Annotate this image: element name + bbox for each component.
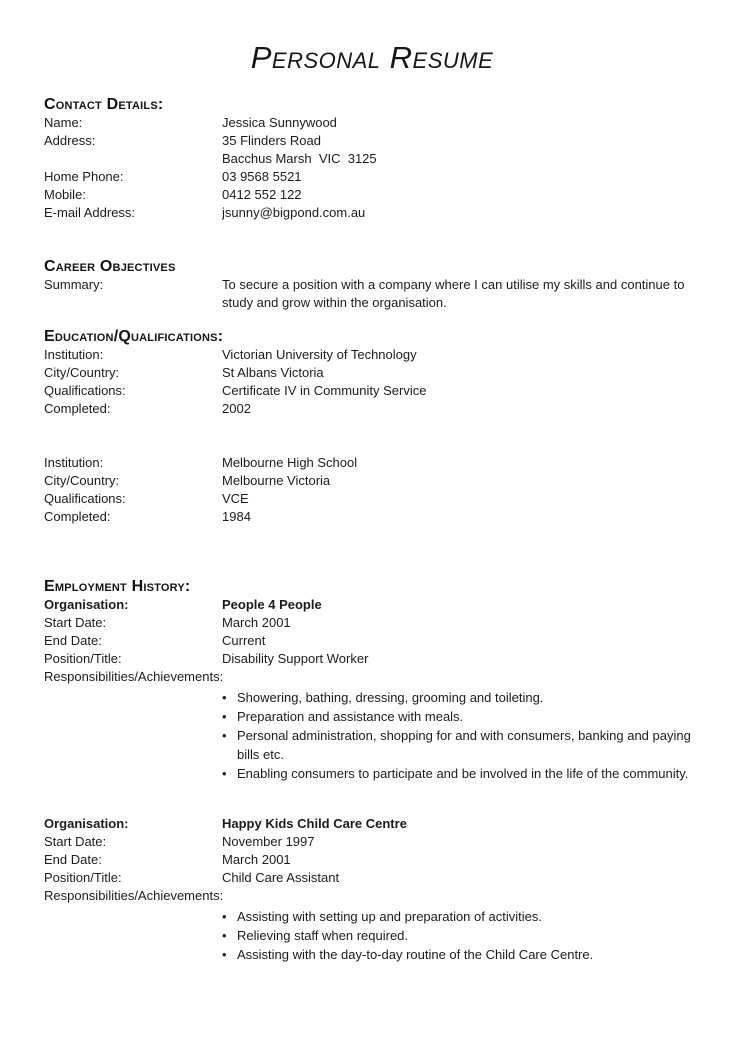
field-value: Current — [222, 633, 266, 648]
contact-row-address — [44, 132, 700, 150]
field-value: 2002 — [222, 401, 251, 416]
employment-row-responsibilities — [44, 887, 700, 905]
employment-row-organisation — [44, 596, 700, 614]
field-value: March 2001 — [222, 852, 291, 867]
field-value: Disability Support Worker — [222, 651, 369, 666]
list-item-text: Assisting with the day-to-day routine of the Child Care Centre. — [237, 947, 594, 962]
responsibilities-list — [222, 907, 700, 964]
organisation-name: Happy Kids Child Care Centre — [222, 816, 407, 831]
list-item — [222, 764, 700, 783]
employment-row-end-date — [44, 851, 700, 869]
employment-row-end-date — [44, 632, 700, 650]
field-value: jsunny@bigpond.com.au — [222, 205, 366, 220]
education-entry — [44, 454, 700, 526]
field-label: Organisation: — [44, 597, 129, 612]
contact-details-section — [44, 114, 700, 222]
field-label: Address: — [44, 133, 96, 148]
field-value: Certificate IV in Community Service — [222, 383, 427, 398]
education-row-qualifications — [44, 382, 700, 400]
field-value: November 1997 — [222, 834, 315, 849]
education-row-completed — [44, 508, 700, 526]
field-label — [44, 150, 222, 168]
field-label: Completed: — [44, 401, 111, 416]
list-item — [222, 926, 700, 945]
field-label: Name: — [44, 115, 83, 130]
field-label: Home Phone: — [44, 169, 124, 184]
field-label: End Date: — [44, 633, 102, 648]
list-item — [222, 907, 700, 926]
field-value: Melbourne High School — [222, 455, 358, 470]
field-label: Start Date: — [44, 834, 107, 849]
organisation-name: People 4 People — [222, 597, 322, 612]
field-value: 0412 552 122 — [222, 187, 302, 202]
list-item-text: Enabling consumers to participate and be involved in the life of the community. — [237, 766, 689, 781]
contact-row-mobile — [44, 186, 700, 204]
contact-row-address-line2 — [44, 150, 700, 168]
education-row-completed — [44, 400, 700, 418]
field-label: City/Country: — [44, 365, 120, 380]
contact-row-home-phone — [44, 168, 700, 186]
field-value: Victorian University of Technology — [222, 347, 417, 362]
employment-history-heading: Employment History: — [44, 578, 191, 595]
field-value: 35 Flinders Road — [222, 133, 321, 148]
bullet-icon — [222, 726, 237, 764]
field-label: E-mail Address: — [44, 205, 136, 220]
career-summary-row — [44, 276, 700, 312]
field-value: Melbourne Victoria — [222, 473, 331, 488]
list-item-text: Preparation and assistance with meals. — [237, 709, 464, 724]
contact-row-email — [44, 204, 700, 222]
list-item-text: Personal administration, shopping for and with consumers, banking and paying bills etc. — [237, 728, 691, 762]
education-row-institution — [44, 346, 700, 364]
education-entry — [44, 346, 700, 418]
employment-row-responsibilities — [44, 668, 700, 686]
employment-row-start-date — [44, 614, 700, 632]
field-value: March 2001 — [222, 615, 291, 630]
field-label: City/Country: — [44, 473, 120, 488]
field-value: Jessica Sunnywood — [222, 115, 337, 130]
field-label: Completed: — [44, 509, 111, 524]
list-item — [222, 726, 700, 764]
field-label: Qualifications: — [44, 383, 126, 398]
list-item-text: Relieving staff when required. — [237, 928, 409, 943]
employment-row-organisation — [44, 815, 700, 833]
field-value: 1984 — [222, 509, 251, 524]
field-value: 03 9568 5521 — [222, 169, 302, 184]
page-title: Personal Resume — [250, 40, 494, 75]
education-heading: Education/Qualifications: — [44, 328, 224, 345]
bullet-icon — [222, 688, 237, 707]
bullet-icon — [222, 907, 237, 926]
field-value: VCE — [222, 491, 249, 506]
list-item-text: Assisting with setting up and preparation of activities. — [237, 909, 542, 924]
field-value: Child Care Assistant — [222, 870, 340, 885]
field-label: Qualifications: — [44, 491, 126, 506]
field-label: Organisation: — [44, 816, 129, 831]
field-label: Institution: — [44, 455, 104, 470]
bullet-icon — [222, 707, 237, 726]
list-item — [222, 945, 700, 964]
list-item-text: Showering, bathing, dressing, grooming and toileting. — [237, 690, 544, 705]
career-summary-text: To secure a position with a company where I can utilise my skills and continue to study and grow within the organisation. — [222, 277, 689, 310]
field-label: Responsibilities/Achievements: — [44, 669, 224, 684]
field-value: Bacchus Marsh VIC 3125 — [222, 151, 377, 166]
contact-row-name — [44, 114, 700, 132]
education-row-institution — [44, 454, 700, 472]
field-label: Responsibilities/Achievements: — [44, 888, 224, 903]
field-label: Institution: — [44, 347, 104, 362]
list-item — [222, 707, 700, 726]
contact-details-heading: Contact Details: — [44, 96, 164, 113]
responsibilities-list — [222, 688, 700, 783]
education-row-city — [44, 364, 700, 382]
field-value: St Albans Victoria — [222, 365, 324, 380]
field-label: Mobile: — [44, 187, 86, 202]
employment-entry — [44, 815, 700, 964]
education-row-city — [44, 472, 700, 490]
employment-entry — [44, 596, 700, 783]
employment-row-start-date — [44, 833, 700, 851]
field-label: Position/Title: — [44, 651, 122, 666]
education-row-qualifications — [44, 490, 700, 508]
employment-row-position — [44, 869, 700, 887]
bullet-icon — [222, 926, 237, 945]
bullet-icon — [222, 764, 237, 783]
field-label: Start Date: — [44, 615, 107, 630]
bullet-icon — [222, 945, 237, 964]
field-label: End Date: — [44, 852, 102, 867]
employment-row-position — [44, 650, 700, 668]
list-item — [222, 688, 700, 707]
career-objectives-heading: Career Objectives — [44, 258, 176, 275]
field-label: Position/Title: — [44, 870, 122, 885]
field-label: Summary: — [44, 277, 104, 292]
